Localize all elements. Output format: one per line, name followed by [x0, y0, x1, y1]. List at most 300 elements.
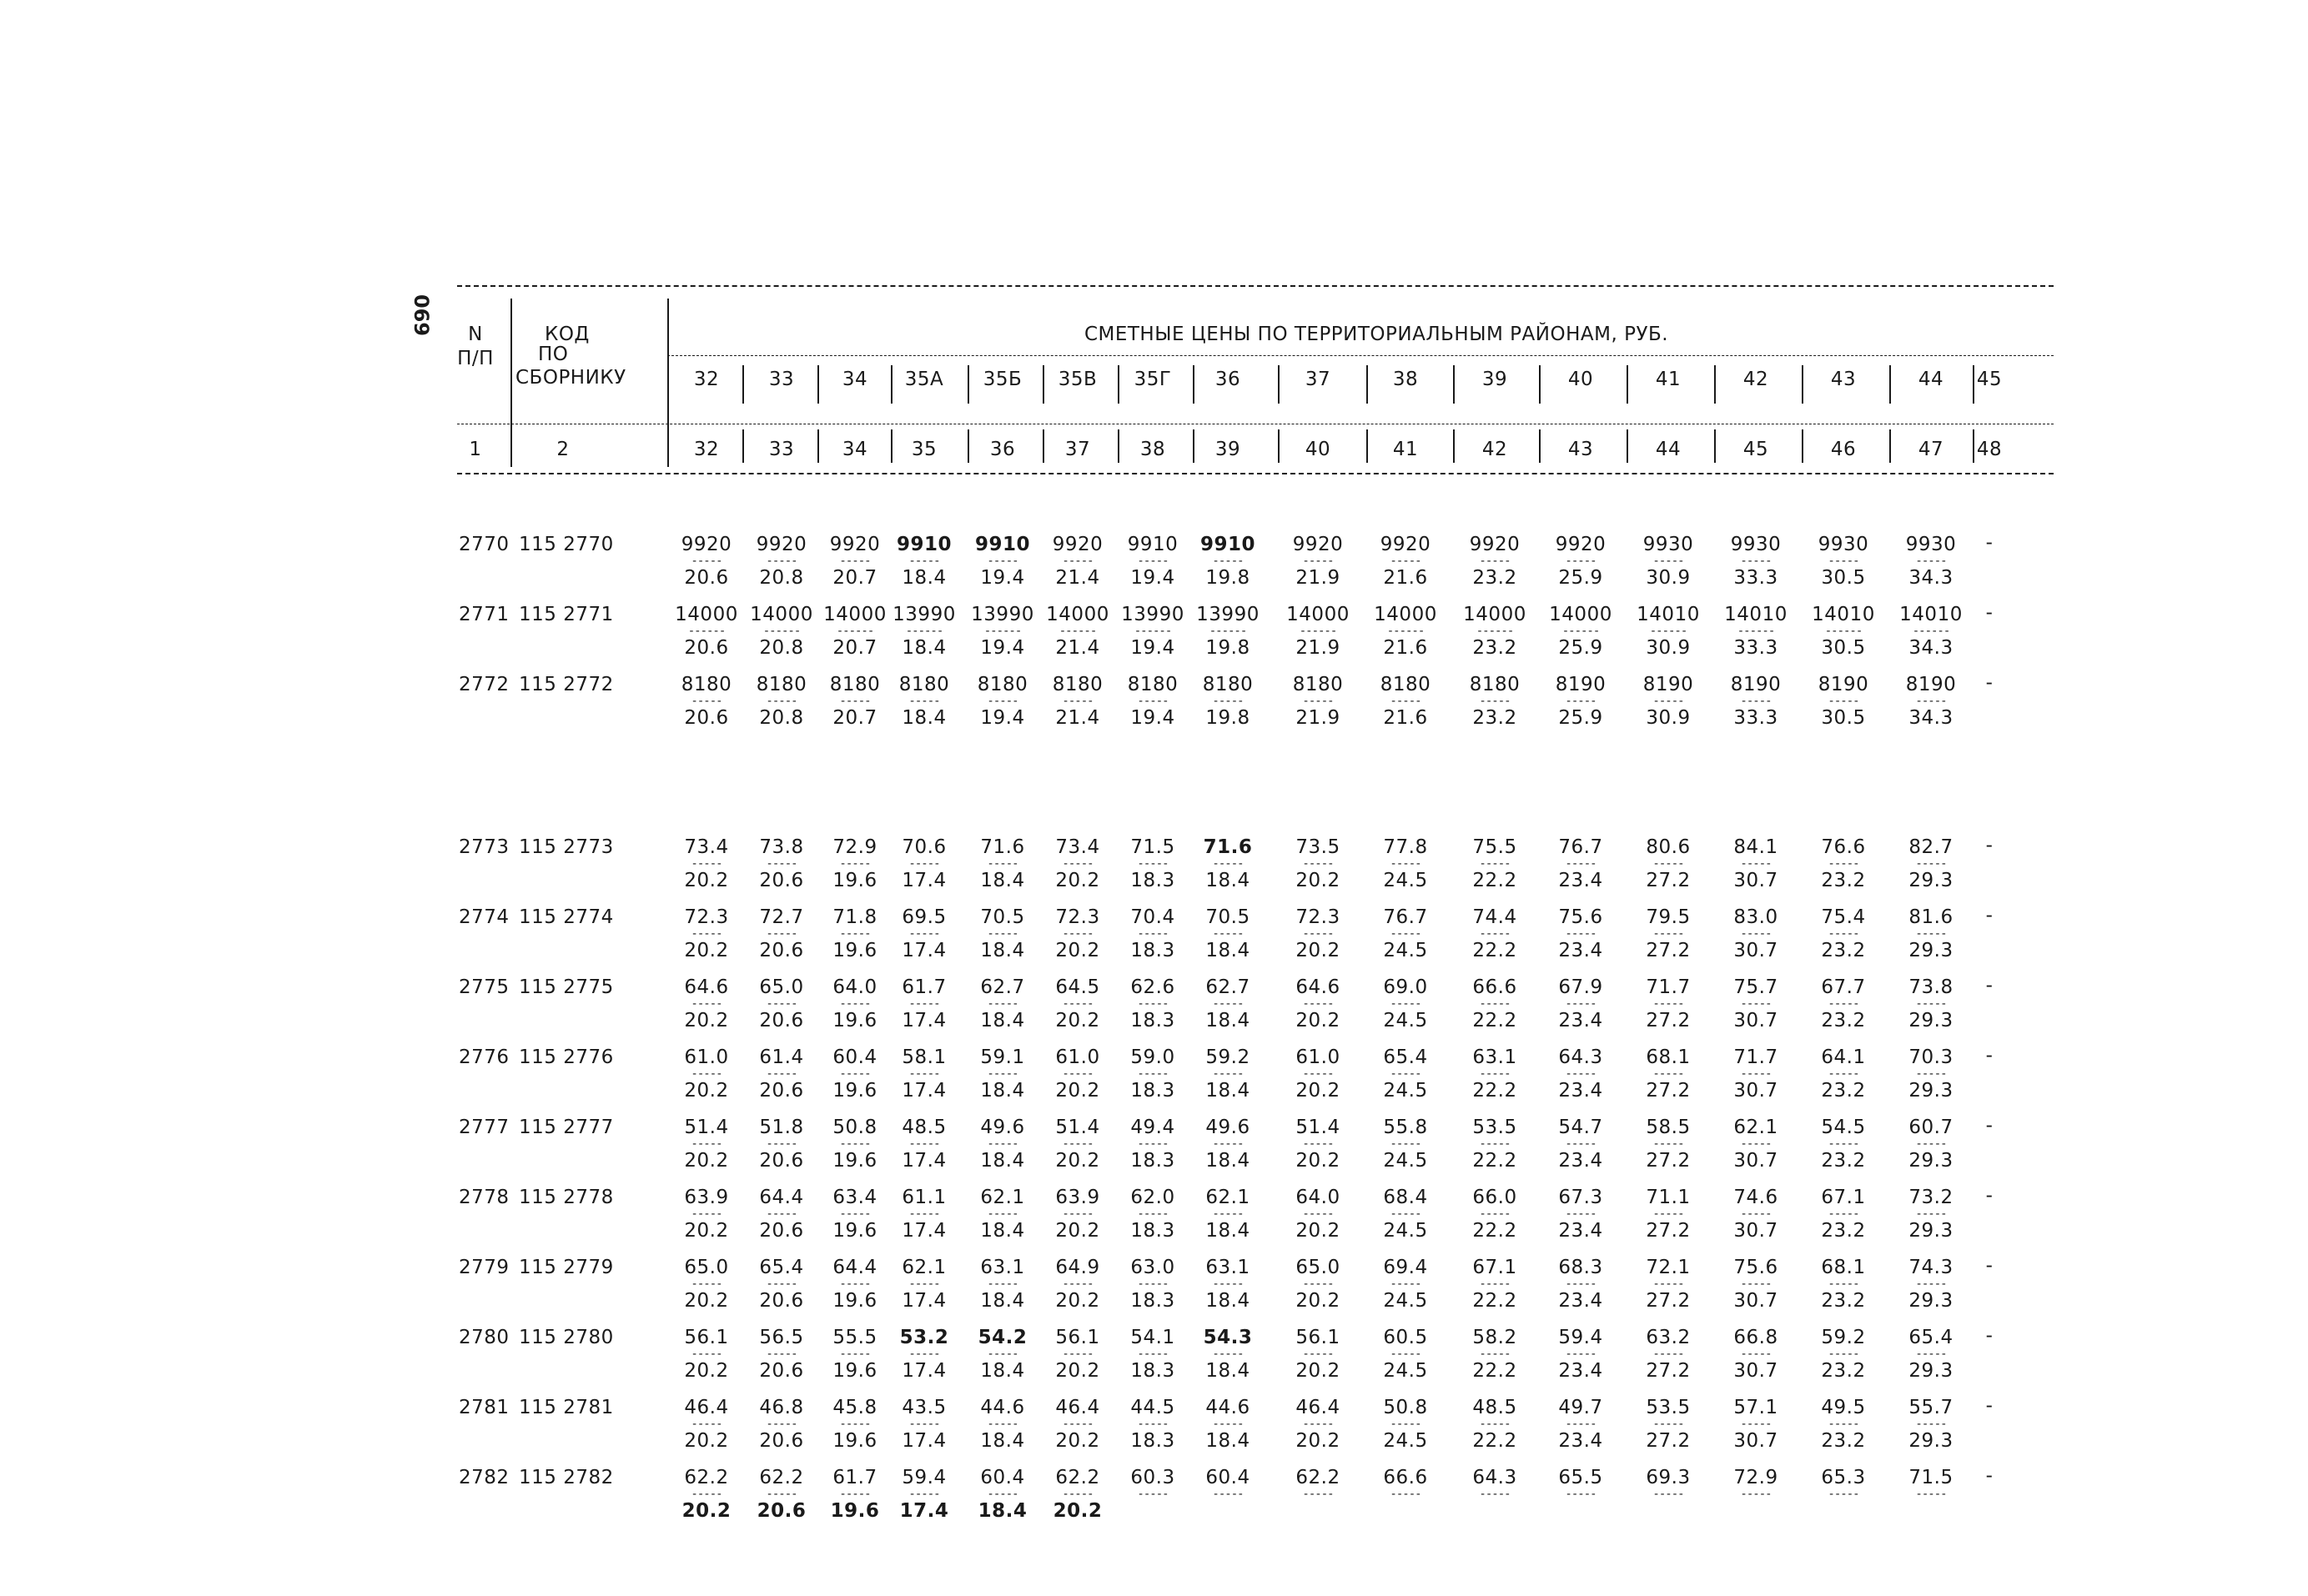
fraction-bar: ----- — [1212, 695, 1244, 708]
fraction-bar: ----- — [766, 695, 797, 708]
price-cell: 64.4 — [832, 1257, 877, 1278]
price-cell: 9910 — [896, 534, 953, 555]
coefficient-cell: 23.2 — [1821, 1430, 1866, 1452]
row-code: 115 2782 — [519, 1467, 614, 1488]
price-cell: 14010 — [1724, 604, 1788, 625]
price-cell: 65.0 — [1295, 1257, 1340, 1278]
fraction-bar: ----- — [691, 1488, 722, 1501]
price-cell: 74.3 — [1908, 1257, 1954, 1278]
row-code: 115 2776 — [519, 1046, 614, 1068]
district-code: 32 — [693, 369, 720, 390]
price-cell: 9930 — [1818, 534, 1869, 555]
fraction-bar: ----- — [908, 857, 940, 871]
coefficient-cell: 19.4 — [1130, 637, 1175, 659]
fraction-bar: ----- — [839, 927, 871, 941]
fraction-bar: ----- — [1062, 997, 1094, 1011]
coefficient-cell: 29.3 — [1908, 1220, 1954, 1242]
coefficient-cell: 33.3 — [1733, 707, 1778, 729]
price-cell: 9910 — [974, 534, 1031, 555]
fraction-bar: ----- — [766, 1277, 797, 1291]
price-cell: 70.3 — [1908, 1046, 1954, 1068]
coefficient-cell: 22.2 — [1472, 1290, 1517, 1312]
fraction-bar: ----- — [1302, 1418, 1334, 1431]
price-cell: 49.6 — [1205, 1117, 1250, 1138]
coefficient-cell: 18.4 — [1205, 1220, 1250, 1242]
price-cell: 8190 — [1905, 674, 1957, 695]
fraction-bar: ----- — [1740, 857, 1772, 871]
fraction-bar: ----- — [1565, 857, 1596, 871]
price-cell: 59.0 — [1130, 1046, 1175, 1068]
fraction-bar: ----- — [1212, 1277, 1244, 1291]
price-cell: 62.2 — [759, 1467, 804, 1488]
coefficient-cell: 21.4 — [1055, 707, 1100, 729]
fraction-bar: ----- — [1062, 1348, 1094, 1361]
coefficient-cell: 17.4 — [902, 940, 947, 961]
price-cell: 8180 — [1469, 674, 1521, 695]
price-cell: 70.6 — [902, 836, 947, 858]
coefficient-cell: 23.2 — [1472, 567, 1517, 589]
price-cell: 14000 — [1374, 604, 1437, 625]
coefficient-cell: 20.2 — [1295, 1150, 1340, 1172]
price-cell: 58.5 — [1646, 1117, 1691, 1138]
price-cell: 63.1 — [980, 1257, 1025, 1278]
fraction-bar: ----- — [1652, 695, 1684, 708]
price-cell: 64.0 — [1295, 1187, 1340, 1208]
price-cell: 75.5 — [1472, 836, 1517, 858]
district-divider — [1366, 365, 1368, 404]
coefficient-cell: 18.4 — [1205, 1010, 1250, 1031]
coefficient-cell: 23.2 — [1821, 1220, 1866, 1242]
fraction-bar: ----- — [1565, 1348, 1596, 1361]
price-cell: 77.8 — [1383, 836, 1428, 858]
price-cell: 73.2 — [1908, 1187, 1954, 1208]
fraction-bar: ----- — [1565, 997, 1596, 1011]
price-cell: 60.5 — [1383, 1327, 1428, 1348]
fraction-bar: ----- — [987, 997, 1018, 1011]
coefficient-cell: 23.4 — [1558, 940, 1603, 961]
fraction-bar: ----- — [1137, 555, 1169, 568]
coefficient-cell: 23.4 — [1558, 1360, 1603, 1382]
coefficient-cell: 20.2 — [684, 1360, 729, 1382]
price-cell: 63.9 — [684, 1187, 729, 1208]
fraction-bar: ----- — [1137, 695, 1169, 708]
price-cell: 83.0 — [1733, 906, 1778, 928]
coefficient-cell: 18.4 — [1205, 1150, 1250, 1172]
fraction-bar: ----- — [1915, 1488, 1947, 1501]
fraction-bar: ----- — [1479, 997, 1511, 1011]
price-cell: 44.5 — [1130, 1397, 1175, 1418]
coefficient-cell: 27.2 — [1646, 1010, 1691, 1031]
price-cell: 60.3 — [1130, 1467, 1175, 1488]
col-num-label: П/П — [457, 348, 494, 369]
index-col-2: 2 — [556, 439, 570, 460]
price-cell: 59.4 — [902, 1467, 947, 1488]
price-cell: 8180 — [756, 674, 807, 695]
index-divider — [1453, 429, 1455, 463]
coefficient-cell: 20.2 — [1055, 940, 1100, 961]
price-cell: 8180 — [1052, 674, 1104, 695]
price-cell: 72.3 — [684, 906, 729, 928]
fraction-bar: ----- — [839, 1488, 871, 1501]
coefficient-cell: 18.3 — [1130, 1220, 1175, 1242]
coefficient-cell: 18.4 — [1205, 1290, 1250, 1312]
price-cell: 9920 — [1292, 534, 1344, 555]
district-code: 45 — [1976, 369, 2003, 390]
price-cell: 65.5 — [1558, 1467, 1603, 1488]
coefficient-cell: 23.2 — [1472, 707, 1517, 729]
fraction-bar: ----- — [1137, 1207, 1169, 1221]
price-cell: 61.1 — [902, 1187, 947, 1208]
price-cell: 60.4 — [1205, 1467, 1250, 1488]
district-code: 36 — [1214, 369, 1241, 390]
price-cell: 70.5 — [1205, 906, 1250, 928]
row-number: 2771 — [459, 604, 510, 625]
coefficient-cell: 27.2 — [1646, 1360, 1691, 1382]
price-cell: 55.5 — [832, 1327, 877, 1348]
row-end-dash: - — [1985, 1325, 1994, 1347]
price-cell: 63.2 — [1646, 1327, 1691, 1348]
index-col: 44 — [1655, 439, 1682, 460]
price-cell: 73.8 — [1908, 976, 1954, 998]
coefficient-cell: 24.5 — [1383, 1290, 1428, 1312]
coefficient-cell: 22.2 — [1472, 1360, 1517, 1382]
district-divider — [817, 365, 819, 404]
fraction-bar: ----- — [839, 1277, 871, 1291]
row-end-dash: - — [1985, 1115, 1994, 1137]
coefficient-cell: 18.3 — [1130, 1150, 1175, 1172]
coefficient-cell: 30.9 — [1646, 567, 1691, 589]
price-cell: 65.4 — [1908, 1327, 1954, 1348]
price-cell: 71.6 — [980, 836, 1025, 858]
coefficient-cell: 21.9 — [1295, 567, 1340, 589]
price-cell: 60.4 — [832, 1046, 877, 1068]
coefficient-cell: 18.4 — [980, 1150, 1025, 1172]
fraction-bar: ----- — [1565, 927, 1596, 941]
index-divider — [1118, 429, 1119, 463]
row-end-dash: - — [1985, 1045, 1994, 1067]
index-col: 41 — [1392, 439, 1419, 460]
fraction-bar: ----- — [1915, 1277, 1947, 1291]
coefficient-cell: 18.3 — [1130, 1430, 1175, 1452]
coefficient-cell: 20.6 — [684, 637, 729, 659]
district-code: 43 — [1830, 369, 1857, 390]
coefficient-cell: 27.2 — [1646, 870, 1691, 891]
price-cell: 13990 — [1121, 604, 1184, 625]
district-code: 44 — [1918, 369, 1944, 390]
fraction-bar: ----- — [1828, 997, 1859, 1011]
price-cell: 9930 — [1730, 534, 1782, 555]
price-cell: 49.6 — [980, 1117, 1025, 1138]
coefficient-cell: 20.2 — [1295, 940, 1340, 961]
fraction-bar: ----- — [1740, 695, 1772, 708]
price-cell: 8180 — [1380, 674, 1431, 695]
fraction-bar: ----- — [1652, 927, 1684, 941]
price-cell: 67.1 — [1821, 1187, 1866, 1208]
coefficient-cell: 24.5 — [1383, 1010, 1428, 1031]
coefficient-cell: 18.4 — [1205, 1080, 1250, 1102]
price-cell: 61.7 — [832, 1467, 877, 1488]
coefficient-cell: 20.6 — [759, 1010, 804, 1031]
price-cell: 13990 — [893, 604, 956, 625]
price-cell: 59.4 — [1558, 1327, 1603, 1348]
fraction-bar: ----- — [1828, 1067, 1859, 1081]
fraction-bar: ----- — [1828, 857, 1859, 871]
price-cell: 60.7 — [1908, 1117, 1954, 1138]
coefficient-cell: 30.7 — [1733, 1150, 1778, 1172]
coefficient-cell: 18.4 — [980, 1010, 1025, 1031]
fraction-bar: ----- — [987, 1137, 1018, 1151]
price-cell: 66.0 — [1472, 1187, 1517, 1208]
price-cell: 55.8 — [1383, 1117, 1428, 1138]
price-cell: 64.3 — [1558, 1046, 1603, 1068]
coefficient-cell: 19.6 — [832, 870, 877, 891]
coefficient-cell: 22.2 — [1472, 1150, 1517, 1172]
fraction-bar: ----- — [839, 695, 871, 708]
fraction-bar: ----- — [1212, 1067, 1244, 1081]
price-cell: 72.9 — [832, 836, 877, 858]
price-cell: 50.8 — [832, 1117, 877, 1138]
fraction-bar: ------ — [905, 625, 943, 638]
coefficient-cell: 19.6 — [832, 940, 877, 961]
fraction-bar: ----- — [908, 1137, 940, 1151]
coefficient-cell: 17.4 — [902, 1360, 947, 1382]
fraction-bar: ----- — [908, 927, 940, 941]
fraction-bar: ----- — [1212, 997, 1244, 1011]
fraction-bar: ----- — [1565, 1277, 1596, 1291]
fraction-bar: ----- — [691, 695, 722, 708]
price-cell: 66.8 — [1733, 1327, 1778, 1348]
row-number: 2774 — [459, 906, 510, 928]
fraction-bar: ----- — [839, 1137, 871, 1151]
coefficient-cell: 22.2 — [1472, 1430, 1517, 1452]
price-cell: 68.1 — [1821, 1257, 1866, 1278]
price-cell: 62.2 — [1055, 1467, 1100, 1488]
price-cell: 74.6 — [1733, 1187, 1778, 1208]
price-cell: 9910 — [1127, 534, 1179, 555]
price-cell: 9920 — [1555, 534, 1607, 555]
price-cell: 53.5 — [1646, 1397, 1691, 1418]
coefficient-cell: 29.3 — [1908, 1430, 1954, 1452]
fraction-bar: ----- — [1740, 1137, 1772, 1151]
coefficient-cell: 19.6 — [832, 1010, 877, 1031]
district-divider — [1973, 365, 1974, 404]
coefficient-cell: 20.6 — [684, 567, 729, 589]
fraction-bar: ----- — [1390, 1207, 1421, 1221]
price-cell: 46.8 — [759, 1397, 804, 1418]
district-divider — [1714, 365, 1716, 404]
index-divider — [1193, 429, 1194, 463]
fraction-bar: ----- — [1479, 927, 1511, 941]
coefficient-cell: 20.8 — [759, 637, 804, 659]
coefficient-cell: 17.4 — [899, 1500, 949, 1522]
row-end-dash: - — [1985, 835, 1994, 856]
price-cell: 9930 — [1905, 534, 1957, 555]
fraction-bar: ----- — [908, 997, 940, 1011]
fraction-bar: ----- — [691, 1067, 722, 1081]
price-cell: 56.1 — [1295, 1327, 1340, 1348]
price-cell: 8180 — [977, 674, 1028, 695]
coefficient-cell: 25.9 — [1558, 637, 1603, 659]
district-code: 38 — [1392, 369, 1419, 390]
fraction-bar: ----- — [1915, 857, 1947, 871]
price-cell: 54.5 — [1821, 1117, 1866, 1138]
coefficient-cell: 23.4 — [1558, 1010, 1603, 1031]
price-cell: 75.7 — [1733, 976, 1778, 998]
price-group-title: СМЕТНЫЕ ЦЕНЫ ПО ТЕРРИТОРИАЛЬНЫМ РАЙОНАМ, РУБ. — [1084, 324, 1669, 345]
fraction-bar: ----- — [1652, 1207, 1684, 1221]
price-cell: 57.1 — [1733, 1397, 1778, 1418]
price-cell: 62.7 — [980, 976, 1025, 998]
price-cell: 67.9 — [1558, 976, 1603, 998]
price-cell: 8180 — [898, 674, 950, 695]
price-cell: 71.5 — [1908, 1467, 1954, 1488]
row-code: 115 2780 — [519, 1327, 614, 1348]
price-cell: 63.4 — [832, 1187, 877, 1208]
fraction-bar: ----- — [908, 1277, 940, 1291]
price-cell: 71.6 — [1203, 836, 1253, 858]
coefficient-cell: 22.2 — [1472, 1220, 1517, 1242]
price-cell: 14000 — [823, 604, 887, 625]
fraction-bar: ----- — [766, 555, 797, 568]
coefficient-cell: 23.4 — [1558, 1290, 1603, 1312]
coefficient-cell: 18.4 — [980, 1360, 1025, 1382]
fraction-bar: ----- — [1740, 1418, 1772, 1431]
fraction-bar: ----- — [1212, 1348, 1244, 1361]
fraction-bar: ------ — [1299, 625, 1337, 638]
price-cell: 49.4 — [1130, 1117, 1175, 1138]
col-num-label: N — [468, 324, 483, 345]
fraction-bar: ----- — [1212, 1137, 1244, 1151]
coefficient-cell: 20.6 — [759, 870, 804, 891]
price-cell: 65.0 — [684, 1257, 729, 1278]
coefficient-cell: 18.4 — [980, 1430, 1025, 1452]
fraction-bar: ----- — [766, 1348, 797, 1361]
district-code: 33 — [768, 369, 795, 390]
coefficient-cell: 19.6 — [832, 1220, 877, 1242]
fraction-bar: ----- — [1652, 1418, 1684, 1431]
price-cell: 53.2 — [899, 1327, 949, 1348]
price-cell: 72.9 — [1733, 1467, 1778, 1488]
fraction-bar: ----- — [1390, 1137, 1421, 1151]
price-cell: 54.2 — [978, 1327, 1028, 1348]
side-page-number: 069 — [410, 294, 433, 337]
price-cell: 72.3 — [1055, 906, 1100, 928]
fraction-bar: ----- — [1565, 555, 1596, 568]
fraction-bar: ----- — [1915, 695, 1947, 708]
district-code: 42 — [1742, 369, 1769, 390]
coefficient-cell: 21.9 — [1295, 637, 1340, 659]
row-code: 115 2779 — [519, 1257, 614, 1278]
price-cell: 9920 — [1380, 534, 1431, 555]
fraction-bar: ----- — [839, 1067, 871, 1081]
price-cell: 62.0 — [1130, 1187, 1175, 1208]
price-cell: 58.2 — [1472, 1327, 1517, 1348]
coefficient-cell: 25.9 — [1558, 567, 1603, 589]
fraction-bar: ----- — [1137, 1348, 1169, 1361]
row-code: 115 2771 — [519, 604, 614, 625]
coefficient-cell: 17.4 — [902, 1150, 947, 1172]
coefficient-cell: 20.2 — [1055, 1220, 1100, 1242]
price-cell: 61.4 — [759, 1046, 804, 1068]
district-divider — [1278, 365, 1280, 404]
price-cell: 54.1 — [1130, 1327, 1175, 1348]
row-number: 2770 — [459, 534, 510, 555]
price-cell: 8190 — [1818, 674, 1869, 695]
fraction-bar: ----- — [1390, 1348, 1421, 1361]
fraction-bar: ----- — [1915, 1418, 1947, 1431]
price-cell: 62.1 — [902, 1257, 947, 1278]
price-cell: 75.6 — [1733, 1257, 1778, 1278]
fraction-bar: ----- — [1740, 1277, 1772, 1291]
price-cell: 64.0 — [832, 976, 877, 998]
fraction-bar: ----- — [766, 1067, 797, 1081]
fraction-bar: ----- — [1062, 695, 1094, 708]
fraction-bar: ----- — [1212, 927, 1244, 941]
district-code: 39 — [1481, 369, 1508, 390]
fraction-bar: ----- — [1390, 1418, 1421, 1431]
fraction-bar: ----- — [1302, 927, 1334, 941]
coefficient-cell: 19.6 — [832, 1080, 877, 1102]
fraction-bar: ----- — [1652, 555, 1684, 568]
fraction-bar: ----- — [691, 1418, 722, 1431]
fraction-bar: ----- — [1137, 1488, 1169, 1501]
coefficient-cell: 24.5 — [1383, 940, 1428, 961]
fraction-bar: ----- — [1915, 927, 1947, 941]
fraction-bar: ------ — [687, 625, 726, 638]
fraction-bar: ----- — [691, 1207, 722, 1221]
price-cell: 49.5 — [1821, 1397, 1866, 1418]
coefficient-cell: 18.4 — [978, 1500, 1028, 1522]
coefficient-cell: 20.8 — [759, 707, 804, 729]
price-cell: 51.4 — [1295, 1117, 1340, 1138]
fraction-bar: ----- — [987, 1418, 1018, 1431]
fraction-bar: ----- — [1479, 1277, 1511, 1291]
price-cell: 70.4 — [1130, 906, 1175, 928]
fraction-bar: ----- — [1390, 927, 1421, 941]
row-end-dash: - — [1985, 1255, 1994, 1277]
fraction-bar: ----- — [1062, 1488, 1094, 1501]
price-cell: 9910 — [1199, 534, 1256, 555]
price-cell: 63.9 — [1055, 1187, 1100, 1208]
coefficient-cell: 20.7 — [832, 707, 877, 729]
fraction-bar: ----- — [1062, 857, 1094, 871]
fraction-bar: ----- — [766, 997, 797, 1011]
price-cell: 8180 — [1127, 674, 1179, 695]
fraction-bar: ----- — [987, 1277, 1018, 1291]
fraction-bar: ------ — [1476, 625, 1514, 638]
price-cell: 55.7 — [1908, 1397, 1954, 1418]
coefficient-cell: 34.3 — [1908, 567, 1954, 589]
coefficient-cell: 20.2 — [1295, 1430, 1340, 1452]
price-cell: 62.6 — [1130, 976, 1175, 998]
price-cell: 67.1 — [1472, 1257, 1517, 1278]
fraction-bar: ----- — [691, 857, 722, 871]
fraction-bar: ----- — [1062, 1137, 1094, 1151]
coefficient-cell: 24.5 — [1383, 870, 1428, 891]
coefficient-cell: 19.8 — [1205, 707, 1250, 729]
fraction-bar: ------ — [1561, 625, 1600, 638]
price-cell: 80.6 — [1646, 836, 1691, 858]
index-col: 36 — [989, 439, 1016, 460]
price-cell: 62.1 — [1205, 1187, 1250, 1208]
coefficient-cell: 18.4 — [1205, 940, 1250, 961]
fraction-bar: ----- — [839, 1207, 871, 1221]
fraction-bar: ----- — [766, 1418, 797, 1431]
district-code: 35Г — [1134, 369, 1172, 390]
fraction-bar: ----- — [1828, 927, 1859, 941]
header-top-rule — [457, 285, 2054, 287]
price-cell: 71.1 — [1646, 1187, 1691, 1208]
